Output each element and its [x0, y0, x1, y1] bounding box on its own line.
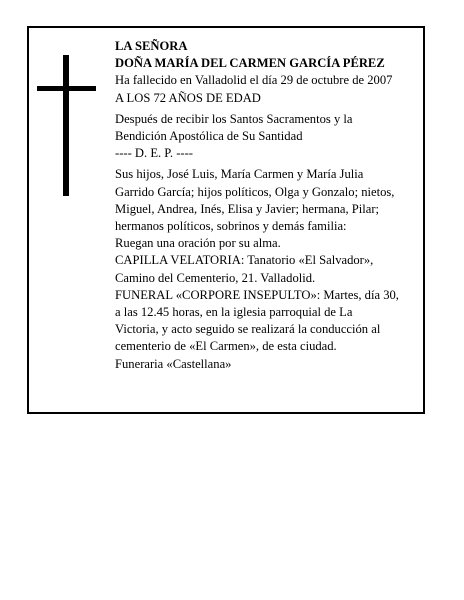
- chapel-info-line1: CAPILLA VELATORIA: Tanatorio «El Salvador»,: [115, 253, 374, 268]
- funeral-info-line3: Victoria, y acto seguido se realizará la conducción al: [115, 322, 381, 337]
- sacraments-text-line2: Bendición Apostólica de Su Santidad: [115, 129, 303, 144]
- family-text-line3: Miguel, Andrea, Inés, Elisa y Javier; hermana, Pilar;: [115, 201, 380, 216]
- death-announcement: Ha fallecido en Valladolid el día 29 de octubre de 2007: [115, 73, 393, 88]
- prayer-request: Ruegan una oración por su alma.: [115, 236, 281, 251]
- obituary-text-block: [115, 38, 427, 373]
- family-text-line4: hermanos políticos, sobrinos y demás familia:: [115, 219, 347, 234]
- funeral-home-name: Funeraria «Castellana»: [115, 356, 232, 371]
- cross-icon-crossbar: [37, 86, 96, 91]
- deceased-title: LA SEÑORA: [115, 39, 188, 53]
- age-at-death: A LOS 72 AÑOS DE EDAD: [115, 90, 261, 105]
- family-text-line1: Sus hijos, José Luis, María Carmen y María Julia: [115, 167, 364, 182]
- funeral-info-line1: FUNERAL «CORPORE INSEPULTO»: Martes, día 30,: [115, 287, 399, 302]
- chapel-info-line2: Camino del Cementerio, 21. Valladolid.: [115, 270, 316, 285]
- dep-line: ---- D. E. P. ----: [115, 146, 193, 161]
- funeral-info-line2: a las 12.45 horas, en la iglesia parroquial de La: [115, 305, 353, 320]
- funeral-info-line4: cementerio de «El Carmen», de esta ciudad.: [115, 339, 337, 354]
- cross-icon: [63, 55, 69, 196]
- sacraments-text-line1: Después de recibir los Santos Sacramentos y la: [115, 111, 353, 126]
- deceased-name: DOÑA MARÍA DEL CARMEN GARCÍA PÉREZ: [115, 56, 385, 71]
- family-text-line2: Garrido García; hijos políticos, Olga y Gonzalo; nietos,: [115, 184, 395, 199]
